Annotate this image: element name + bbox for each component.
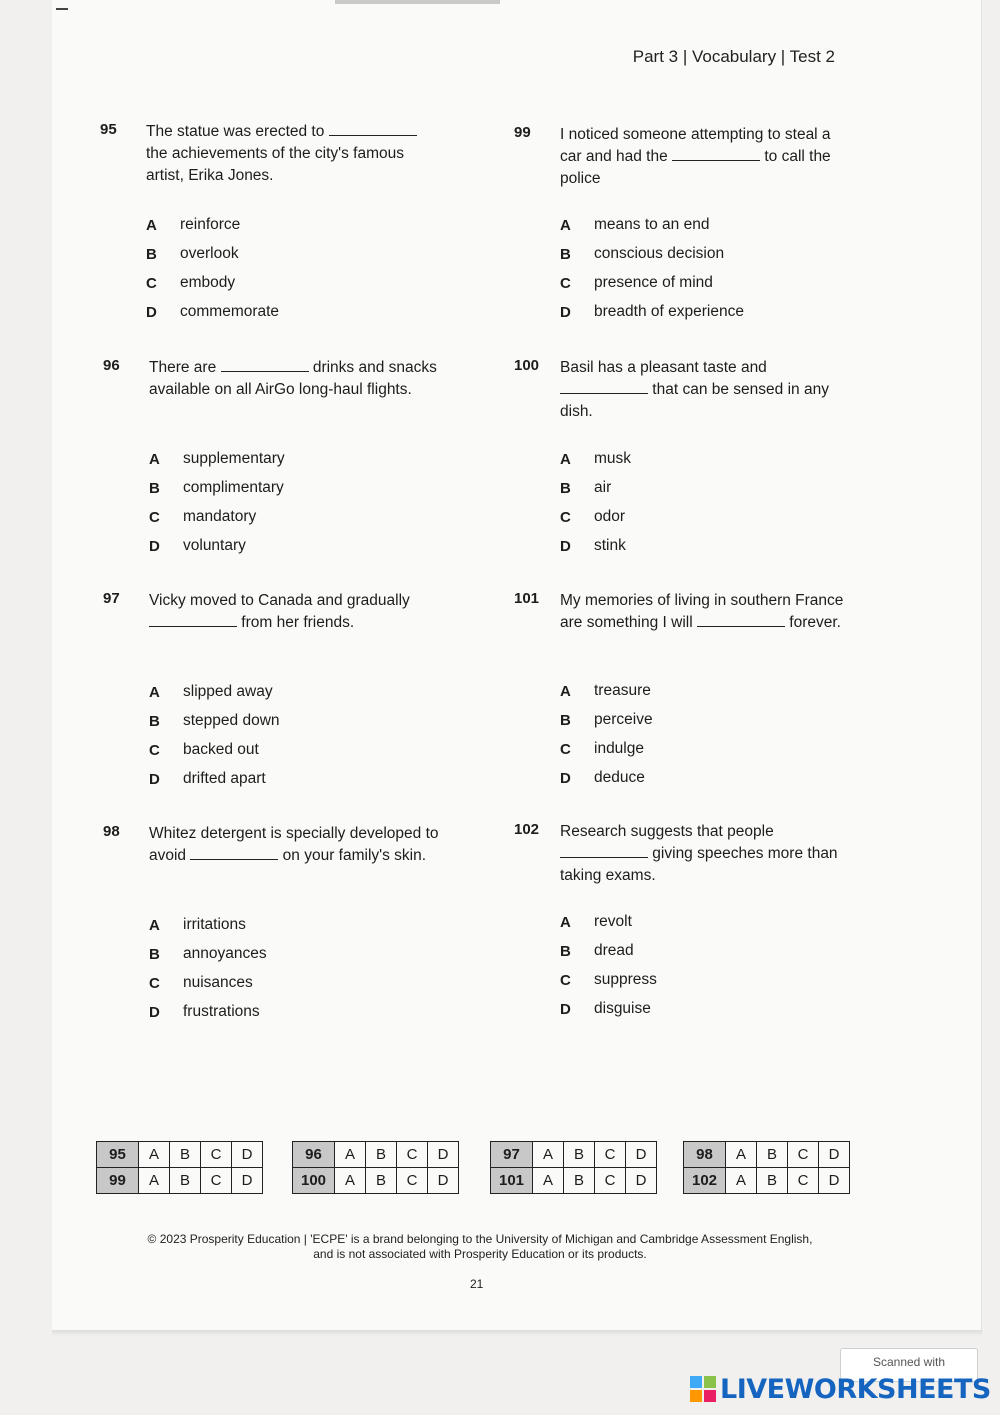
option-b[interactable] — [149, 477, 284, 499]
option-letter: D — [560, 537, 571, 555]
question-number: 102 — [514, 821, 540, 838]
answer-row-100 — [293, 1168, 459, 1194]
question-number: 100 — [514, 357, 540, 374]
option-letter: C — [149, 508, 160, 526]
option-letter: D — [149, 1003, 160, 1021]
option-letter: B — [560, 942, 571, 960]
option-b[interactable] — [560, 709, 653, 731]
option-text: deduce — [594, 769, 645, 786]
answer-row-95 — [97, 1142, 263, 1168]
question-text-after-blank: giving speeches more than taking exams. — [560, 845, 838, 884]
question-text — [560, 590, 850, 634]
option-d[interactable] — [560, 767, 645, 789]
option-letter: C — [149, 974, 160, 992]
option-c[interactable] — [560, 969, 657, 991]
option-text: irritations — [183, 916, 246, 933]
answer-row-number: 95 — [97, 1142, 139, 1168]
question-text — [149, 590, 439, 634]
question-text-after-blank: to call the police — [560, 148, 831, 187]
answer-cell-c[interactable]: C — [788, 1168, 819, 1194]
option-d[interactable] — [560, 535, 626, 557]
liveworksheets-wordmark: LIVEWORKSHEETS — [720, 1373, 991, 1405]
option-a[interactable] — [149, 914, 246, 936]
option-b[interactable] — [560, 940, 634, 962]
page-edge — [52, 1330, 982, 1336]
answer-table-2 — [292, 1141, 459, 1194]
option-letter: A — [149, 683, 160, 701]
answer-row-number: 97 — [491, 1142, 533, 1168]
answer-blank[interactable] — [560, 380, 648, 394]
question-number: 95 — [100, 121, 117, 138]
option-text: breadth of experience — [594, 303, 744, 320]
answer-cell-c[interactable]: C — [788, 1142, 819, 1168]
answer-row-98 — [684, 1142, 850, 1168]
option-text: conscious decision — [594, 245, 725, 262]
option-text: voluntary — [183, 537, 246, 554]
option-c[interactable] — [146, 272, 235, 294]
page-sheet — [52, 0, 982, 1330]
option-letter: A — [146, 216, 157, 234]
liveworksheets-icon — [690, 1376, 716, 1402]
question-text-after-blank: from her friends. — [237, 614, 355, 631]
answer-row-99 — [97, 1168, 263, 1194]
answer-cell-d[interactable]: D — [232, 1142, 263, 1168]
option-letter: C — [560, 740, 571, 758]
answer-row-number: 98 — [684, 1142, 726, 1168]
answer-row-101 — [491, 1168, 657, 1194]
answer-blank[interactable] — [672, 147, 760, 161]
option-d[interactable] — [149, 768, 266, 790]
answer-cell-d[interactable]: D — [626, 1168, 657, 1194]
option-letter: D — [560, 303, 571, 321]
option-a[interactable] — [560, 214, 709, 236]
option-text: annoyances — [183, 945, 267, 962]
option-text: disguise — [594, 1000, 651, 1017]
option-letter: A — [560, 450, 571, 468]
question-number: 96 — [103, 357, 120, 374]
question-text-after-blank: that can be sensed in any dish. — [560, 381, 829, 420]
option-c[interactable] — [560, 506, 625, 528]
answer-row-102 — [684, 1168, 850, 1194]
option-letter: B — [560, 479, 571, 497]
option-letter: B — [560, 245, 571, 263]
answer-cell-b[interactable]: B — [564, 1168, 595, 1194]
question-text-before-blank: The statue was erected to — [146, 123, 329, 140]
answer-row-number: 101 — [491, 1168, 533, 1194]
option-text: commemorate — [180, 303, 280, 320]
answer-cell-a[interactable]: A — [335, 1168, 366, 1194]
option-text: mandatory — [183, 508, 257, 525]
option-d[interactable] — [560, 998, 651, 1020]
option-text: overlook — [180, 245, 239, 262]
option-letter: C — [146, 274, 157, 292]
scan-mark — [56, 8, 68, 10]
option-letter: B — [149, 712, 160, 730]
answer-cell-b[interactable]: B — [170, 1168, 201, 1194]
answer-row-97 — [491, 1142, 657, 1168]
option-letter: A — [560, 913, 571, 931]
question-text-after-blank: the achievements of the city's famous artist, Erika Jones. — [146, 145, 404, 184]
option-text: embody — [180, 274, 236, 291]
option-text: frustrations — [183, 1003, 260, 1020]
answer-blank[interactable] — [190, 846, 278, 860]
answer-cell-a[interactable]: A — [726, 1168, 757, 1194]
answer-cell-a[interactable]: A — [533, 1142, 564, 1168]
option-letter: D — [560, 769, 571, 787]
option-text: perceive — [594, 711, 653, 728]
question-text — [560, 124, 850, 190]
option-text: supplementary — [183, 450, 285, 467]
option-text: backed out — [183, 741, 259, 758]
option-text: complimentary — [183, 479, 284, 496]
question-text — [560, 357, 850, 423]
option-text: drifted apart — [183, 770, 266, 787]
option-text: dread — [594, 942, 634, 959]
answer-blank[interactable] — [329, 122, 417, 136]
answer-cell-a[interactable]: A — [139, 1168, 170, 1194]
answer-cell-b[interactable]: B — [170, 1142, 201, 1168]
option-letter: B — [560, 711, 571, 729]
option-letter: A — [560, 216, 571, 234]
answer-table-1 — [96, 1141, 263, 1194]
option-text: treasure — [594, 682, 651, 699]
answer-cell-b[interactable]: B — [564, 1142, 595, 1168]
answer-cell-c[interactable]: C — [595, 1142, 626, 1168]
scanned-with-badge: Scanned with — [840, 1348, 978, 1382]
option-text: stink — [594, 537, 626, 554]
question-text-before-blank: Basil has a pleasant taste and — [560, 359, 767, 376]
answer-cell-d[interactable]: D — [232, 1168, 263, 1194]
answer-cell-b[interactable]: B — [366, 1142, 397, 1168]
question-number: 98 — [103, 823, 120, 840]
option-letter: A — [149, 916, 160, 934]
option-b[interactable] — [149, 943, 267, 965]
answer-cell-b[interactable]: B — [757, 1168, 788, 1194]
option-text: odor — [594, 508, 626, 525]
question-text-before-blank: Vicky moved to Canada and gradually — [149, 592, 410, 609]
question-text-after-blank: drinks and snacks available on all AirGo long-haul flights. — [149, 359, 437, 398]
answer-row-number: 99 — [97, 1168, 139, 1194]
option-letter: C — [560, 274, 571, 292]
question-text-before-blank: Research suggests that people — [560, 823, 774, 840]
answer-blank[interactable] — [560, 844, 648, 858]
answer-cell-c[interactable]: C — [595, 1168, 626, 1194]
option-letter: D — [560, 1000, 571, 1018]
option-c[interactable] — [149, 972, 253, 994]
answer-cell-a[interactable]: A — [726, 1142, 757, 1168]
option-letter: B — [149, 479, 160, 497]
option-text: nuisances — [183, 974, 253, 991]
answer-cell-a[interactable]: A — [335, 1142, 366, 1168]
option-letter: D — [146, 303, 157, 321]
option-letter: A — [149, 450, 160, 468]
question-text — [149, 823, 439, 867]
option-text: means to an end — [594, 216, 710, 233]
option-letter: B — [149, 945, 160, 963]
question-text-before-blank: My memories of living in southern France are something I will — [560, 592, 844, 631]
question-text-before-blank: There are — [149, 359, 221, 376]
option-text: reinforce — [180, 216, 241, 233]
question-text-after-blank: forever. — [784, 614, 841, 631]
footer-line-1: © 2023 Prosperity Education | 'ECPE' is a brand belonging to the University of Michigan and Cambridge Assessment English, — [147, 1232, 813, 1246]
option-letter: D — [149, 537, 160, 555]
option-b[interactable] — [560, 477, 611, 499]
option-text: suppress — [594, 971, 657, 988]
option-c[interactable] — [149, 506, 256, 528]
answer-blank[interactable] — [697, 613, 785, 627]
question-text-before-blank: I noticed someone attempting to steal a car and had the — [560, 126, 831, 165]
option-letter: C — [560, 508, 571, 526]
answer-cell-c[interactable]: C — [397, 1168, 428, 1194]
option-a[interactable] — [149, 448, 285, 470]
question-text — [560, 821, 850, 887]
answer-cell-d[interactable]: D — [626, 1142, 657, 1168]
option-b[interactable] — [149, 710, 280, 732]
copyright-footer — [100, 1232, 860, 1262]
option-a[interactable] — [146, 214, 240, 236]
option-text: presence of mind — [594, 274, 713, 291]
answer-row-96 — [293, 1142, 459, 1168]
option-c[interactable] — [560, 738, 644, 760]
answer-cell-c[interactable]: C — [201, 1168, 232, 1194]
option-letter: B — [146, 245, 157, 263]
question-text — [146, 121, 436, 187]
question-text-after-blank: on your family's skin. — [278, 847, 427, 864]
answer-cell-d[interactable]: D — [428, 1142, 459, 1168]
page-header: Part 3 | Vocabulary | Test 2 — [632, 47, 835, 66]
answer-cell-b[interactable]: B — [366, 1168, 397, 1194]
answer-cell-d[interactable]: D — [819, 1142, 850, 1168]
answer-table-4 — [683, 1141, 850, 1194]
answer-cell-d[interactable]: D — [819, 1168, 850, 1194]
option-text: air — [594, 479, 612, 496]
footer-line-2: and is not associated with Prosperity Education or its products. — [313, 1247, 647, 1261]
option-b[interactable] — [146, 243, 239, 265]
question-number: 97 — [103, 590, 120, 607]
answer-row-number: 96 — [293, 1142, 335, 1168]
liveworksheets-logo — [690, 1372, 991, 1406]
answer-cell-a[interactable]: A — [139, 1142, 170, 1168]
option-b[interactable] — [560, 243, 724, 265]
option-d[interactable] — [146, 301, 279, 323]
question-number: 101 — [514, 590, 540, 607]
answer-blank[interactable] — [221, 358, 309, 372]
option-text: revolt — [594, 913, 632, 930]
option-a[interactable] — [560, 448, 631, 470]
answer-cell-b[interactable]: B — [757, 1142, 788, 1168]
option-c[interactable] — [560, 272, 713, 294]
answer-blank[interactable] — [149, 613, 237, 627]
option-letter: D — [149, 770, 160, 788]
answer-cell-d[interactable]: D — [428, 1168, 459, 1194]
answer-cell-c[interactable]: C — [201, 1142, 232, 1168]
option-text: slipped away — [183, 683, 273, 700]
answer-cell-c[interactable]: C — [397, 1142, 428, 1168]
question-text-before-blank: Whitez detergent is specially developed to avoid — [149, 825, 439, 864]
option-letter: C — [149, 741, 160, 759]
option-d[interactable] — [149, 1001, 260, 1023]
option-letter: C — [560, 971, 571, 989]
option-d[interactable] — [149, 535, 246, 557]
option-letter: A — [560, 682, 571, 700]
option-text: stepped down — [183, 712, 280, 729]
option-a[interactable] — [560, 911, 632, 933]
answer-cell-a[interactable]: A — [533, 1168, 564, 1194]
option-c[interactable] — [149, 739, 259, 761]
option-text: indulge — [594, 740, 644, 757]
question-number: 99 — [514, 124, 531, 141]
page-number: 21 — [470, 1277, 484, 1291]
scan-artifact — [335, 0, 500, 4]
question-text — [149, 357, 439, 401]
answer-row-number: 100 — [293, 1168, 335, 1194]
option-a[interactable] — [149, 681, 273, 703]
option-a[interactable] — [560, 680, 651, 702]
option-text: musk — [594, 450, 632, 467]
answer-table-3 — [490, 1141, 657, 1194]
option-d[interactable] — [560, 301, 744, 323]
answer-row-number: 102 — [684, 1168, 726, 1194]
